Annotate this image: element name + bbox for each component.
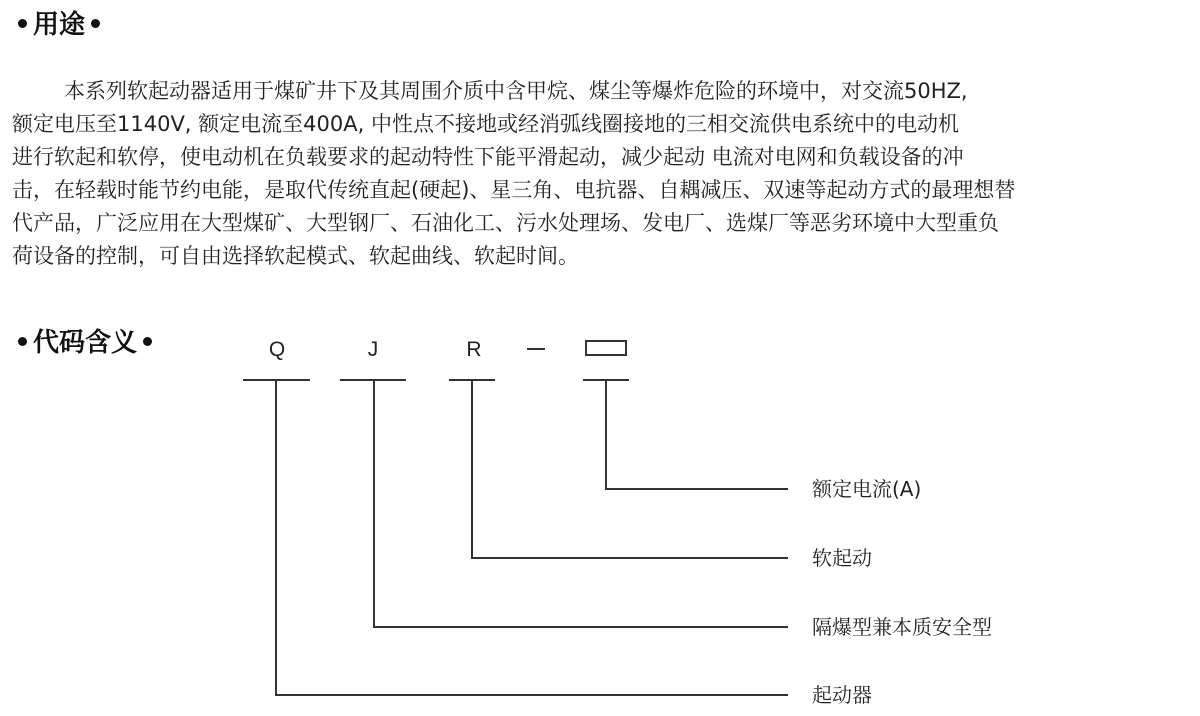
connector-soft-start — [472, 380, 788, 558]
desc-rated-current: 额定电流(A) — [812, 477, 922, 501]
paragraph-line: 荷设备的控制，可自由选择软起模式、软起曲线、软起时间。 — [12, 244, 579, 268]
code-title: 代码含义 — [33, 328, 138, 358]
connector-starter — [276, 380, 788, 695]
paragraph-line: 进行软起和软停，使电动机在负载要求的起动特性下能平滑起动，减少起动 电流对电网和负载设备的冲 — [12, 145, 964, 169]
paragraph-line: 本系列软起动器适用于煤矿井下及其周围介质中含甲烷、煤尘等爆炸危险的环境中，对交流50HZ, — [64, 79, 968, 103]
usage-title: 用途 — [33, 10, 86, 40]
paragraph-line: 击，在轻载时能节约电能，是取代传统直起(硬起)、星三角、电抗器、自耦减压、双速等起动方式的最理想替 — [12, 178, 1016, 202]
code-letter-r: R — [466, 338, 482, 361]
connector-current — [606, 380, 788, 489]
desc-explosion-proof: 隔爆型兼本质安全型 — [812, 615, 992, 639]
code-letter-q: Q — [268, 338, 286, 361]
paragraph-line: 额定电压至1140V, 额定电流至400A, 中性点不接地或经消弧线圈接地的三相交流供电系统中的电动机 — [12, 112, 959, 136]
desc-starter: 起动器 — [812, 683, 872, 707]
code-letter-j: J — [367, 338, 379, 361]
paragraph-line: 代产品，广泛应用在大型煤矿、大型钢厂、石油化工、污水处理场、发电厂、选煤厂等恶劣环境中大型重负 — [12, 211, 999, 235]
desc-soft-start: 软起动 — [812, 546, 872, 570]
connector-explosion-proof — [374, 380, 788, 627]
